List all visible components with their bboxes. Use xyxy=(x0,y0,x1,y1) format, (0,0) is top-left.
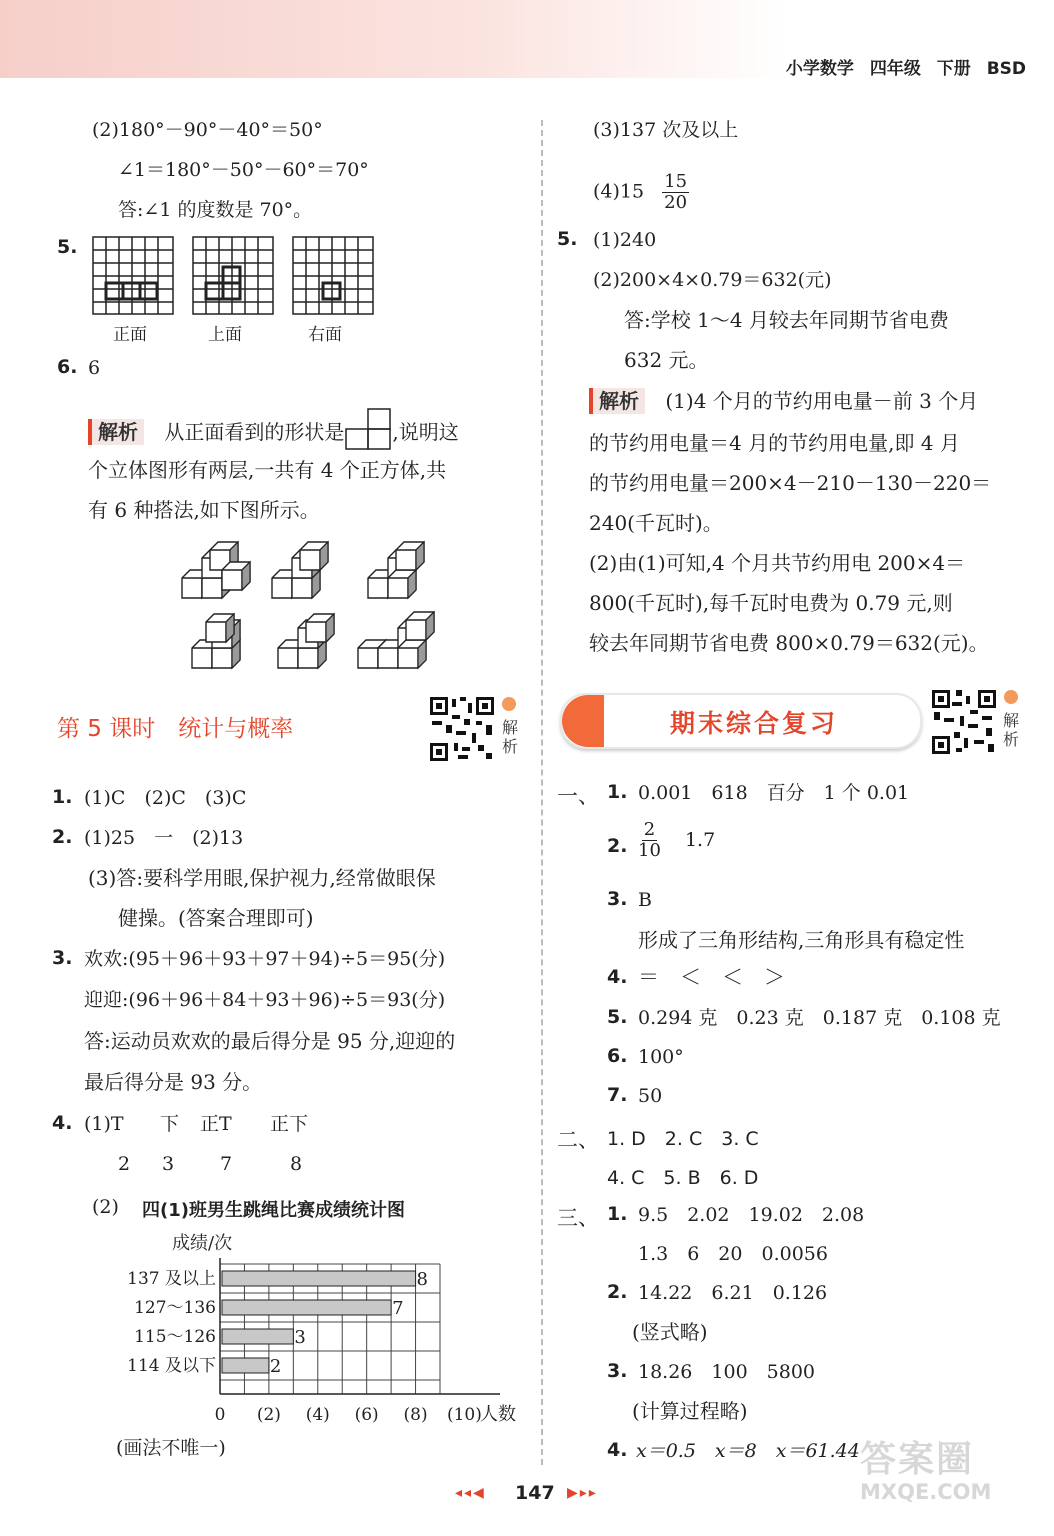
header-subject: 小学数学 xyxy=(785,59,854,79)
q6-number: 6. xyxy=(57,356,78,378)
arrangement-5 xyxy=(278,614,334,668)
chart-ylabel: 成绩/次 xyxy=(172,1233,233,1254)
r5-line2: (2)200×4×0.79＝632(元) xyxy=(593,269,832,291)
part3-n2: 2. xyxy=(607,1281,628,1303)
part3-label: 三、 xyxy=(557,1206,599,1230)
category-label: 115～126 xyxy=(134,1327,216,1347)
watermark-line1: 答案圈 xyxy=(860,1439,975,1480)
s2-line1: (1)25 一 (2)13 xyxy=(84,827,244,849)
column-divider xyxy=(541,120,543,1465)
r5-number: 5. xyxy=(557,228,578,250)
part3-a1-line2: 1.3 6 20 0.0056 xyxy=(638,1243,828,1265)
front-view-grid xyxy=(93,237,173,314)
view-label-front: 正面 xyxy=(113,325,147,345)
arrangement-4 xyxy=(192,614,240,668)
jiexi1-line3: 有 6 种搭法,如下图所示。 xyxy=(88,498,320,522)
x-tick-label: (2) xyxy=(256,1405,281,1425)
part3-a3-line1: 18.26 100 5800 xyxy=(638,1361,816,1383)
q6-answer: 6 xyxy=(88,357,101,379)
x-tick-label: (4) xyxy=(305,1405,330,1425)
p4-text: (4)15 xyxy=(593,180,645,203)
r5-line4: 632 元。 xyxy=(624,348,709,372)
next-arrows-icon: ▶▸▸ xyxy=(567,1485,598,1501)
bar xyxy=(222,1329,293,1344)
part3-a2-line2: (竖式略) xyxy=(632,1320,708,1344)
part1-a1: 0.001 618 百分 1 个 0.01 xyxy=(638,782,910,804)
s4-number: 4. xyxy=(52,1112,73,1134)
review-title: 期末综合复习 xyxy=(670,709,839,738)
part1-n4: 4. xyxy=(607,966,628,988)
tally-4: 正下 xyxy=(270,1113,309,1135)
jiexi2-line4: 240(千瓦时)。 xyxy=(589,511,723,535)
part1-a4: ＝ ＜ ＜ ＞ xyxy=(638,965,785,989)
s4-part2: (2) xyxy=(92,1196,119,1218)
tally-1: (1)T xyxy=(84,1113,124,1135)
x-axis-label: 人数 xyxy=(480,1404,516,1425)
prev-arrows-icon: ◂◂◀ xyxy=(455,1485,486,1501)
part1-label: 一、 xyxy=(557,784,599,808)
count-1: 2 xyxy=(118,1153,131,1175)
cube-arrangements xyxy=(178,534,438,674)
part3-a1-line1: 9.5 2.02 19.02 2.08 xyxy=(638,1204,865,1226)
p4-frac-den: 20 xyxy=(664,192,688,213)
p4-fraction xyxy=(662,172,689,213)
q5-number: 5. xyxy=(57,236,78,258)
part2-row2: 4. C 5. B 6. D xyxy=(607,1167,759,1189)
front-shape-icon xyxy=(344,407,392,451)
part3-n3: 3. xyxy=(607,1360,628,1382)
category-label: 127～136 xyxy=(134,1298,216,1318)
arrangement-6 xyxy=(358,612,434,668)
part3-n4: 4. xyxy=(607,1439,628,1461)
s1-number: 1. xyxy=(52,786,73,808)
right-view-grid xyxy=(293,237,373,314)
qr-label-2: 解析 xyxy=(1003,711,1020,749)
play-icon xyxy=(502,697,516,711)
view-label-top: 上面 xyxy=(208,325,242,345)
part1-n7: 7. xyxy=(607,1084,628,1106)
s3-line3: 答:运动员欢欢的最后得分是 95 分,迎迎的 xyxy=(84,1029,456,1053)
part2-row1: 1. D 2. C 3. C xyxy=(607,1128,759,1150)
x-tick-label: (10) xyxy=(446,1405,482,1425)
top-view-grid xyxy=(193,237,273,314)
s2-number: 2. xyxy=(52,826,73,848)
p3-answer: (3)137 次及以上 xyxy=(593,119,739,141)
part1-a3: B xyxy=(638,889,652,911)
bar xyxy=(222,1358,269,1373)
header-volume: 下册 xyxy=(936,59,971,79)
count-3: 7 xyxy=(220,1153,233,1175)
data-label: 7 xyxy=(392,1298,404,1319)
s2-line3: 健操。(答案合理即可) xyxy=(118,906,314,930)
category-label: 137 及以上 xyxy=(127,1269,216,1289)
q4-2-answer: 答:∠1 的度数是 70°。 xyxy=(118,199,313,221)
bar xyxy=(222,1271,416,1286)
jiexi1-line1 xyxy=(88,407,459,451)
analysis-label-2: 解析 xyxy=(589,388,645,414)
analysis-label: 解析 xyxy=(88,419,144,445)
play-icon-2 xyxy=(1004,690,1018,704)
banner-tab xyxy=(562,695,604,747)
tally-2: 下 xyxy=(160,1113,180,1135)
jiexi1-line2: 个立体图形有两层,一共有 4 个正方体,共 xyxy=(88,458,447,482)
count-4: 8 xyxy=(290,1153,303,1175)
part1-a3-note: 形成了三角形结构,三角形具有稳定性 xyxy=(638,928,965,952)
part1-a2 xyxy=(638,820,715,861)
bar xyxy=(222,1300,391,1315)
jiexi2-text-1: (1)4 个月的节约用电量－前 3 个月 xyxy=(665,389,979,413)
part1-n2: 2. xyxy=(607,835,628,857)
part1-n3: 3. xyxy=(607,888,628,910)
s3-line2: 迎迎:(96＋96＋84＋93＋96)÷5＝93(分) xyxy=(84,989,446,1011)
r5-line1: (1)240 xyxy=(593,229,657,251)
jiexi2-line3: 的节约用电量＝200×4－210－130－220＝ xyxy=(589,471,992,495)
header-grade: 四年级 xyxy=(869,59,921,79)
part1-n5: 5. xyxy=(607,1006,628,1028)
s1-answer: (1)C (2)C (3)C xyxy=(84,787,247,809)
p4-answer xyxy=(593,172,689,213)
chart-note: (画法不唯一) xyxy=(116,1437,226,1459)
part1-a2-fraction xyxy=(638,820,661,861)
header-label xyxy=(786,54,1026,79)
category-label: 114 及以下 xyxy=(127,1356,216,1376)
count-2: 3 xyxy=(162,1153,175,1175)
x-tick-label: (6) xyxy=(354,1405,379,1425)
s3-line4: 最后得分是 93 分。 xyxy=(84,1070,263,1094)
jiexi2-line6: 800(千瓦时),每千瓦时电费为 0.79 元,则 xyxy=(589,591,953,615)
header-edition: BSD xyxy=(986,59,1026,79)
s3-line1: 欢欢:(95＋96＋93＋97＋94)÷5＝95(分) xyxy=(84,948,446,970)
jiexi1-text-b: ,说明这 xyxy=(392,420,459,444)
arrangement-3 xyxy=(368,542,424,598)
part1-a7: 50 xyxy=(638,1085,663,1107)
arrangement-1 xyxy=(182,542,250,598)
p4-frac-num: 15 xyxy=(664,171,688,192)
jiexi2-line1 xyxy=(589,388,978,414)
part1-n1: 1. xyxy=(607,781,628,803)
s3-number: 3. xyxy=(52,947,73,969)
chart-title: 四(1)班男生跳绳比赛成绩统计图 xyxy=(142,1200,405,1221)
part2-label: 二、 xyxy=(557,1128,599,1152)
jiexi2-line2: 的节约用电量＝4 月的节约用电量,即 4 月 xyxy=(589,431,960,455)
lesson-title: 第 5 课时 统计与概率 xyxy=(57,716,294,742)
qr-code-icon[interactable] xyxy=(428,695,496,763)
part3-a2-line1: 14.22 6.21 0.126 xyxy=(638,1282,828,1304)
part3-a3-line2: (计算过程略) xyxy=(632,1399,748,1423)
s2-line2: (3)答:要科学用眼,保护视力,经常做眼保 xyxy=(88,866,436,890)
review-banner xyxy=(560,693,922,749)
part1-a6: 100° xyxy=(638,1046,684,1068)
part1-n6: 6. xyxy=(607,1045,628,1067)
data-label: 3 xyxy=(294,1327,306,1348)
jiexi2-line7: 较去年同期节省电费 800×0.79＝632(元)。 xyxy=(589,631,989,655)
a2-den: 10 xyxy=(638,840,661,861)
watermark xyxy=(860,1440,991,1504)
x-tick-label: 0 xyxy=(214,1405,226,1425)
qr-code-icon-2[interactable] xyxy=(930,688,998,756)
r5-line3: 答:学校 1～4 月较去年同期节省电费 xyxy=(624,308,949,332)
a2-num: 2 xyxy=(643,819,656,840)
q4-2-line1: (2)180°－90°－40°＝50° xyxy=(92,119,323,141)
a2-rest: 1.7 xyxy=(684,828,716,851)
page-number: 147 xyxy=(515,1482,555,1504)
arrangement-2 xyxy=(272,542,328,598)
jiexi1-text-a: 从正面看到的形状是 xyxy=(164,420,345,444)
view-label-right: 右面 xyxy=(308,325,342,345)
q4-2-line2: ∠1＝180°－50°－60°＝70° xyxy=(118,159,369,181)
watermark-line2: MXQE.COM xyxy=(860,1480,992,1504)
data-label: 8 xyxy=(416,1269,429,1290)
part3-n1: 1. xyxy=(607,1203,628,1225)
x-tick-label: (8) xyxy=(403,1405,428,1425)
bar-chart xyxy=(100,1258,520,1428)
qr-label: 解析 xyxy=(502,718,519,756)
part1-a5: 0.294 克 0.23 克 0.187 克 0.108 克 xyxy=(638,1007,1001,1029)
part3-a4: x＝0.5 x＝8 x＝61.44 xyxy=(636,1440,860,1462)
data-label: 2 xyxy=(269,1356,282,1377)
jiexi2-line5: (2)由(1)可知,4 个月共节约用电 200×4＝ xyxy=(589,551,966,575)
tally-3: 正T xyxy=(200,1113,232,1135)
